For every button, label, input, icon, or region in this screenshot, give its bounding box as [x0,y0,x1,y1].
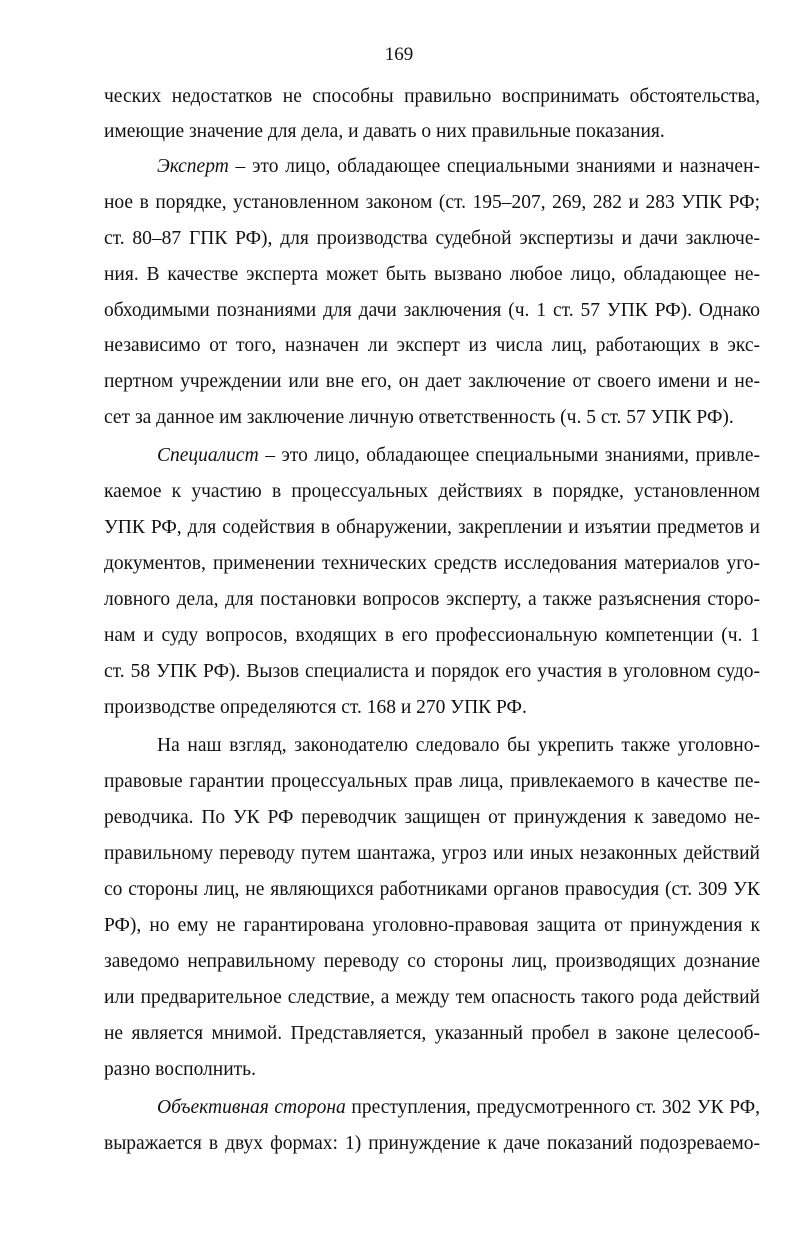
text-line: Эксперт – это лицо, обладающее специальными знаниями и назначен- [157,156,760,177]
text-line: пертном учреждении или вне его, он дает заключение от своего имени и не- [104,371,760,392]
text-line: нам и суду вопросов, входящих в его профессиональную компетенции (ч. 1 [104,625,760,646]
page-number: 169 [384,44,414,65]
text-line: выражается в двух формах: 1) принуждение к даче показаний подозреваемо- [104,1133,760,1154]
text-line: правовые гарантии процессуальных прав лица, привлекаемого в качестве пе- [104,771,760,792]
text-line: ческих недостатков не способны правильно воспринимать обстоятельства, [104,86,760,107]
text-line: не является мнимой. Представляется, указанный пробел в законе целесооб- [104,1023,760,1044]
text-line: разно восполнить. [104,1059,256,1080]
text-line: заведомо неправильному переводу со стороны лиц, производящих дознание [104,951,760,972]
text-line: ния. В качестве эксперта может быть вызвано любое лицо, обладающее не- [104,264,760,285]
text-line: имеющие значение для дела, и давать о них правильные показания. [104,121,665,142]
text-line: обходимыми познаниями для дачи заключения (ч. 1 ст. 57 УПК РФ). Однако [104,300,760,321]
text-line: реводчика. По УК РФ переводчик защищен от принуждения к заведомо не- [104,807,760,828]
text-line: правильному переводу путем шантажа, угроз или иных незаконных действий [104,843,760,864]
term-spetsialist: Специалист [157,445,259,466]
text-line: На наш взгляд, законодателю следовало бы укрепить также уголовно- [157,735,760,756]
text-line: независимо от того, назначен ли эксперт из числа лиц, работающих в экс- [104,335,760,356]
text-line: документов, применении технических средств исследования материалов уго- [104,553,760,574]
text-line: ловного дела, для постановки вопросов эксперту, а также разъяснения сторо- [104,589,760,610]
text-line: или предварительное следствие, а между тем опасность такого рода действий [104,987,760,1008]
text-line: ст. 58 УПК РФ). Вызов специалиста и порядок его участия в уголовном судо- [104,661,760,682]
text-line: каемое к участию в процессуальных действиях в порядке, установленном [104,481,760,502]
term-obektivnaya-storona: Объективная сторона [157,1097,346,1118]
text-line: производстве определяются ст. 168 и 270 УПК РФ. [104,697,527,718]
text-line: Объективная сторона преступления, предусмотренного ст. 302 УК РФ, [157,1097,760,1118]
text-line: РФ), но ему не гарантирована уголовно-правовая защита от принуждения к [104,915,760,936]
text-line: УПК РФ, для содействия в обнаружении, закреплении и изъятии предметов и [104,517,760,538]
text-line: ное в порядке, установленном законом (ст. 195–207, 269, 282 и 283 УПК РФ; [104,192,760,213]
term-ekspert: Эксперт [157,156,229,177]
text-line: Специалист – это лицо, обладающее специальными знаниями, привле- [157,445,760,466]
text-line: сет за данное им заключение личную ответственность (ч. 5 ст. 57 УПК РФ). [104,407,734,428]
text-line: со стороны лиц, не являющихся работниками органов правосудия (ст. 309 УК [104,879,760,900]
text-line: ст. 80–87 ГПК РФ), для производства судебной экспертизы и дачи заключе- [104,228,760,249]
